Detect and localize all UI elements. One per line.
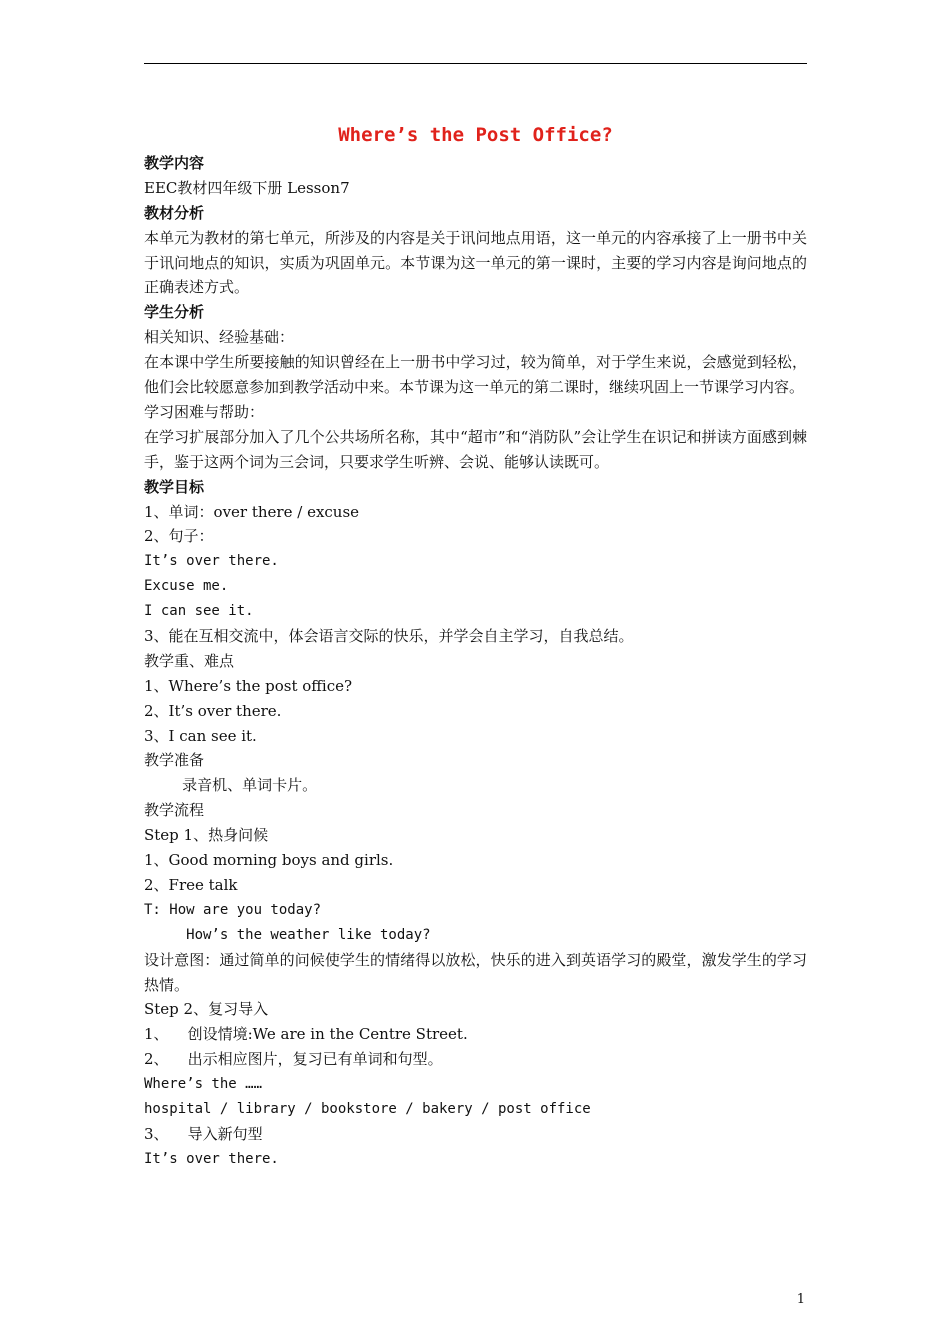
header-rule xyxy=(144,63,807,64)
section-heading: 教材分析 xyxy=(144,203,205,222)
text-line: 教学流程 xyxy=(144,801,205,820)
text-line: hospital / library / bookstore / bakery / post office xyxy=(144,1100,591,1117)
text-line: 3、I can see it. xyxy=(144,726,257,745)
text-line: 相关知识、经验基础： xyxy=(144,328,295,347)
text-line: Excuse me. xyxy=(144,578,229,595)
text-line: 本单元为教材的第七单元，所涉及的内容是关于讯问地点用语，这一单元的内容承接了上一册书中关于讯问地点的知识，实质为巩固单元。本节课为这一单元的第一课时，主要的学习内容是询问地点的正确表述方式。 xyxy=(144,228,807,297)
text-line: 学习困难与帮助： xyxy=(144,402,265,421)
section-heading: 教学目标 xyxy=(144,477,205,496)
document-title: Where’s the Post Office? xyxy=(338,124,613,146)
text-line: 3、能在互相交流中，体会语言交际的快乐，并学会自主学习，自我总结。 xyxy=(144,627,634,646)
text-line: Where’s the …… xyxy=(144,1076,263,1093)
text-line: 2、句子： xyxy=(144,527,214,546)
text-line: 在学习扩展部分加入了几个公共场所名称，其中“超市”和“消防队”会让学生在识记和拼读方面感到棘手，鉴于这两个词为三会词，只要求学生听辨、会说、能够认读既可。 xyxy=(144,427,807,471)
text-line: 在本课中学生所要接触的知识曾经在上一册书中学习过，较为简单，对于学生来说，会感觉到轻松，他们会比较愿意参加到教学活动中来。本节课为这一单元的第二课时，继续巩固上一节课学习内容。 xyxy=(144,353,807,397)
text-line: 3、 导入新句型 xyxy=(144,1124,263,1143)
text-line: Step 1、热身问候 xyxy=(144,826,269,845)
text-line: 教学重、难点 xyxy=(144,651,235,670)
text-line: It’s over there. xyxy=(144,1150,279,1167)
text-line: T: How are you today? xyxy=(144,901,322,918)
text-line: 设计意图：通过简单的问候使学生的情绪得以放松，快乐的进入到英语学习的殿堂，激发学生的学习热情。 xyxy=(144,950,807,994)
text-line: 教学准备 xyxy=(144,751,205,770)
text-line: EEC教材四年级下册 Lesson7 xyxy=(144,178,350,197)
text-line: 1、Good morning boys and girls. xyxy=(144,851,394,870)
text-line: 录音机、单词卡片。 xyxy=(144,776,318,795)
text-line: It’s over there. xyxy=(144,553,279,570)
section-heading: 学生分析 xyxy=(144,303,205,322)
text-line: 2、 出示相应图片，复习已有单词和句型。 xyxy=(144,1050,443,1069)
text-line: 1、Where’s the post office? xyxy=(144,676,353,695)
text-line: How’s the weather like today? xyxy=(144,926,431,943)
page-number: 1 xyxy=(796,1292,805,1307)
text-line: 2、It’s over there. xyxy=(144,701,282,720)
text-line: I can see it. xyxy=(144,603,254,620)
text-line: 1、 创设情境:We are in the Centre Street. xyxy=(144,1025,468,1044)
document-body xyxy=(144,151,807,1172)
text-line: 2、Free talk xyxy=(144,875,238,894)
section-heading: 教学内容 xyxy=(144,154,205,172)
text-line: Step 2、复习导入 xyxy=(144,1000,269,1019)
text-line: 1、单词：over there / excuse xyxy=(144,502,360,521)
